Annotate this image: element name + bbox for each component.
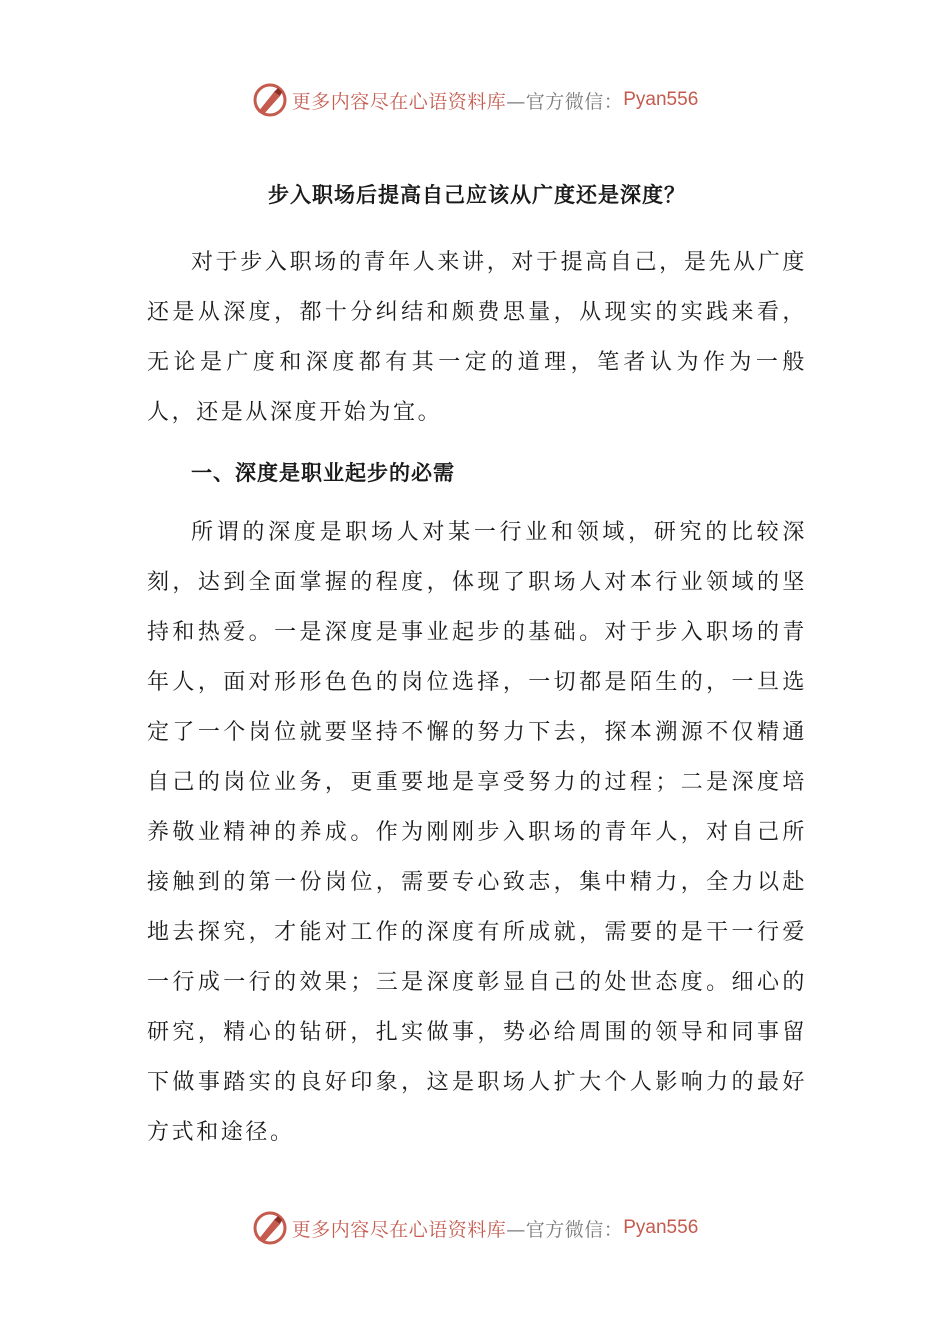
- watermark-text: 更多内容尽在心语资料库: [291, 90, 507, 113]
- intro-paragraph: 对于步入职场的青年人来讲，对于提高自己，是先从广度还是从深度，都十分纠结和颇费思量，从现实的实践来看，无论是广度和深度都有其一定的道理，笔者认为作为一般人，还是从深度开始为宜。: [147, 250, 807, 425]
- pen-nib-circle-icon: [252, 82, 288, 118]
- document-body: [147, 170, 807, 1158]
- section-heading: 一、深度是职业起步的必需: [191, 461, 455, 485]
- watermark-suffix: —官方微信：: [506, 90, 624, 113]
- watermark-wechat-id: Pyan556: [623, 1217, 699, 1238]
- watermark-suffix: —官方微信：: [506, 1218, 624, 1241]
- header-watermark: [0, 82, 950, 118]
- pen-nib-circle-icon: [252, 1210, 288, 1246]
- watermark-text: 更多内容尽在心语资料库: [291, 1218, 507, 1241]
- watermark-wechat-id: Pyan556: [623, 89, 699, 110]
- footer-watermark: [0, 1210, 950, 1246]
- section-paragraph: 所谓的深度是职场人对某一行业和领域，研究的比较深刻，达到全面掌握的程度，体现了职场人对本行业领域的坚持和热爱。一是深度是事业起步的基础。对于步入职场的青年人，面对形形色色的岗位选择，一切都是陌生的，一旦选定了一个岗位就要坚持不懈的努力下去，探本溯源不仅精通自己的岗位业务，更重要地是享受努力的过程；二是深度培养敬业精神的养成。作为刚刚步入职场的青年人，对自己所接触到的第一份岗位，需要专心致志，集中精力，全力以赴地去探究，才能对工作的深度有所成就，需要的是干一行爱一行成一行的效果；三是深度彰显自己的处世态度。细心的研究，精心的钻研，扎实做事，势必给周围的领导和同事留下做事踏实的良好印象，这是职场人扩大个人影响力的最好方式和途径。: [147, 520, 807, 1145]
- document-title: 步入职场后提高自己应该从广度还是深度？: [268, 183, 686, 207]
